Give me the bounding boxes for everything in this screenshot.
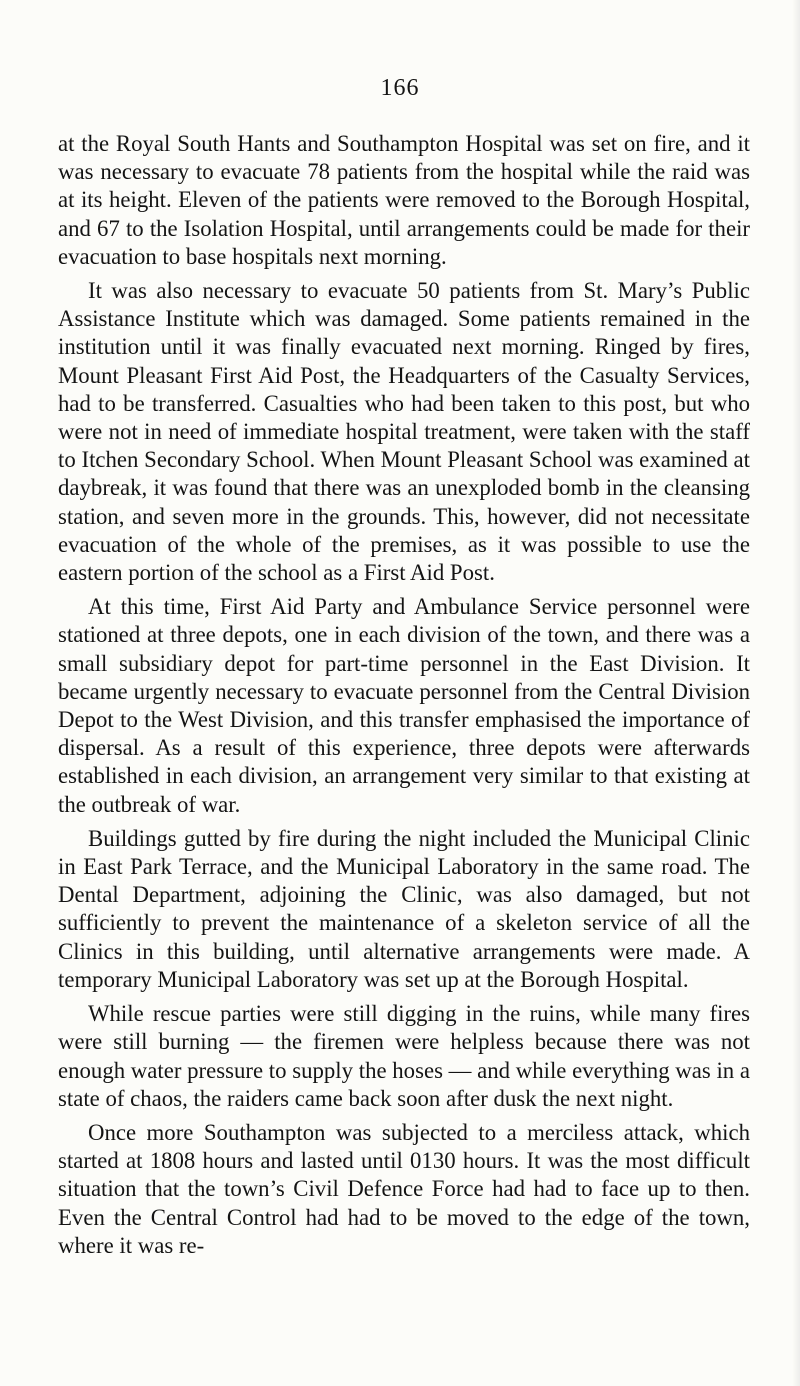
paragraph-4: Buildings gutted by fire during the night included the Municipal Clinic in East Park Terrace, and the Municipal Laboratory in the same road. The Dental Department, adjoining the Clinic, was also damaged, but not sufficiently to prevent the maintenance of a skeleton service of all the Clinics in this building, until alternative arrangements were made. A temporary Municipal Laboratory was set up at the Borough Hospital. (58, 825, 750, 992)
paragraph-1: at the Royal South Hants and Southampton Hospital was set on fire, and it was necessary to evacuate 78 patients from the hospital while the raid was at its height. Eleven of the patients were removed to the Borough Hospital, and 67 to the Isolation Hospital, until arrangements could be made for their evacuation to base hospitals next morning. (58, 131, 750, 269)
page-edge-shadow (792, 0, 800, 1386)
paragraph-6: Once more Southampton was subjected to a merciless attack, which started at 1808 hours and lasted until 0130 hours. It was the most difficult situation that the town’s Civil Defence Force had had to face up to then. Even the Central Control had had to be moved to the edge of the town, where it was re- (58, 1119, 750, 1258)
paragraph-5: While rescue parties were still digging in the ruins, while many fires were still burning — the firemen were helpless because there was not enough water pressure to supply the hoses — and while everything was in a state of chaos, the raiders came back soon after dusk the next night. (58, 1001, 750, 1111)
paragraph-2: It was also necessary to evacuate 50 patients from St. Mary’s Public Assistance Institute which was damaged. Some patients remained in the institution until it was finally evacuated next morning. Ringed by fires, Mount Pleasant First Aid Post, the Headquarters of the Casualty Services, had to be transferred. Casualties who had been taken to this post, but who were not in need of immediate hospital treatment, were taken with the staff to Itchen Secondary School. When Mount Pleasant School was examined at daybreak, it was found that there was an unexploded bomb in the cleansing station, and seven more in the grounds. This, however, did not necessitate evacuation of the whole of the premises, as it was possible to use the eastern portion of the school as a First Aid Post. (58, 278, 750, 586)
body-text (58, 130, 750, 1260)
paragraph-3: At this time, First Aid Party and Ambulance Service personnel were stationed at three depots, one in each division of the town, and there was a small subsidiary depot for part-time personnel in the East Division. It became urgently necessary to evacuate personnel from the Central Division Depot to the West Division, and this transfer emphasised the importance of dispersal. As a result of this experience, three depots were afterwards established in each division, an arrangement very similar to that existing at the outbreak of war. (58, 594, 750, 817)
page-number: 166 (380, 75, 420, 101)
